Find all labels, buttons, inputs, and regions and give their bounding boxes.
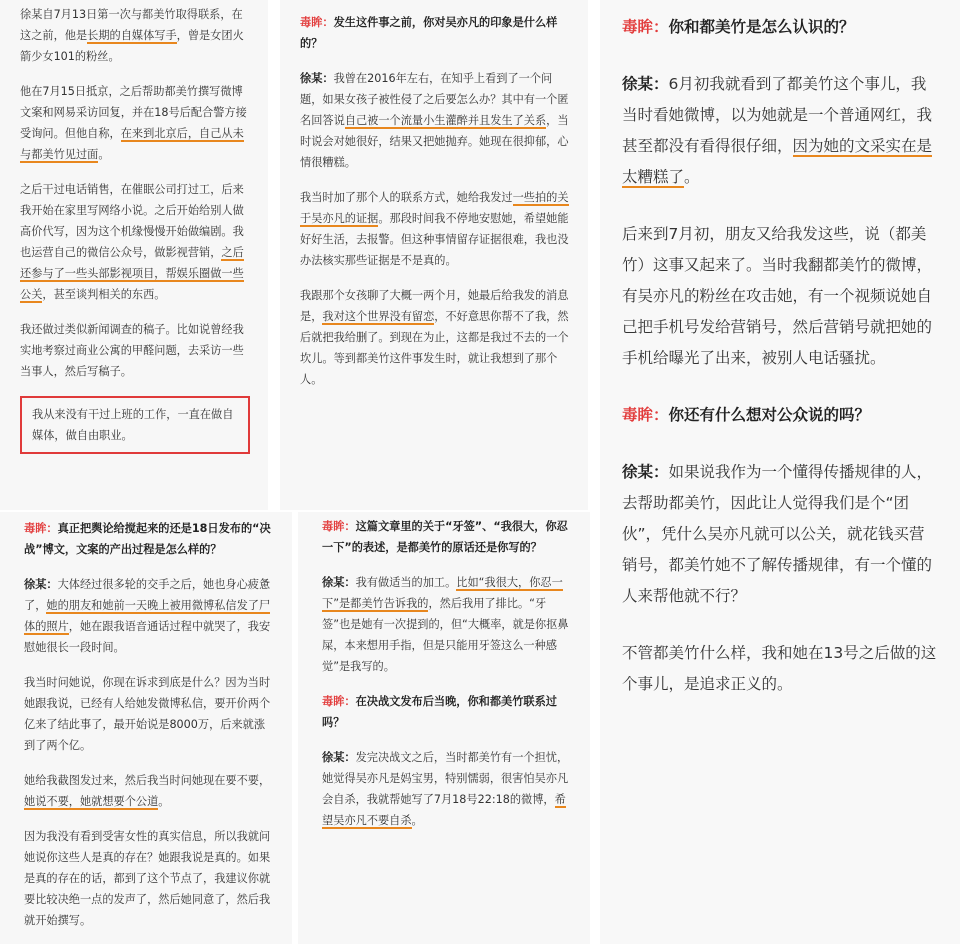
- answer-offer: 我当时问她说，你现在诉求到底是什么？因为当时她跟我说，已经有人给她发微博私信，要开价两个亿来了结此事了，最开始说是8000万，后来就涨到了两个亿。: [24, 676, 271, 752]
- answer-july: 后来到7月初，朋友又给我发这些，说（都美竹）这事又起来了。当时我翻都美竹的微博，有吴亦凡的粉丝在攻击她，有一个视频说她自己把手机号发给营销号，然后营销号就把她的手机给曝光了出来，被别人电话骚扰。: [622, 225, 933, 367]
- answer-justice-closing: 不管都美竹什么样，我和她在13号之后做的这个事儿，是追求正义的。: [622, 644, 937, 693]
- speaker-label: 徐某：: [622, 75, 669, 93]
- highlight-bad-writing: 因为她的文采实在是太糟糕了: [622, 137, 933, 186]
- highlight-pr-work: 之后还参与了一些头部影视项目，帮娱乐圈做一些公关: [20, 246, 244, 301]
- question-impression: 毒眸：发生这件事之前，你对吴亦凡的印象是什么样的？: [300, 16, 558, 50]
- answer-last-message: 我跟那个女孩聊了大概一两个月，她最后给我发的消息是，我对这个世界没有留恋，不好意思你帮不了我，然后就把我给删了。到现在为止，这都是我过不去的一个坎儿。等到都美竹这件事发生时，就让我想到了那个人。: [300, 289, 569, 386]
- panel-e-acquaintance: [600, 0, 960, 944]
- panel-c-battle-post: [0, 512, 292, 944]
- question-battle-post: 毒眸：真正把舆论给搅起来的还是18日发布的“决战”博文，文案的产出过程是怎么样的？: [24, 522, 271, 556]
- question-label: 毒眸：: [300, 16, 334, 29]
- answer-evidence: 我当时加了那个人的联系方式，她给我发过一些拍的关于吴亦凡的证据。那段时间我不停地安慰她，希望她能好好生活，去报警。但这种事情留存证据很难，我也没办法核实那些证据是不是真的。: [300, 191, 569, 267]
- answer-wording: 徐某：我有做适当的加工。比如“我很大，你忍一下”是都美竹告诉我的，然后我用了排比。“牙签”也是她有一次提到的，但“大概率，就是你抠鼻屎，本来想用手指，但是只能用牙签这么一种感觉”是我写的。: [322, 576, 569, 673]
- answer-contact: 徐某：发完决战文之后，当时都美竹有一个担忧，她觉得吴亦凡是妈宝男，特别懦弱，很害怕吴亦凡会自杀，我就帮她写了7月18号22:18的微博，希望吴亦凡不要自杀。: [322, 751, 569, 827]
- answer-first-saw: 徐某：6月初我就看到了都美竹这个事儿，我当时看她微博，以为她就是一个普通网红，我甚至都没有看得很仔细，因为她的文采实在是太糟糕了。: [622, 75, 933, 186]
- question-to-public: 毒眸：你还有什么想对公众说的吗？: [622, 406, 871, 424]
- highlight-quote: 比如“我很大，你忍一下”是都美竹告诉我的: [322, 576, 563, 610]
- highlight-never-met: 在来到北京后，自己从未与都美竹见过面: [20, 127, 244, 161]
- panel-b-impression: [280, 0, 588, 510]
- paragraph-arrival: 他在7月15日抵京，之后帮助都美竹撰写微博文案和网易采访回复，并在18号后配合警方接受询问。但他自称，在来到北京后，自己从未与都美竹见过面。: [20, 85, 247, 161]
- speaker-label: 徐某：: [622, 463, 669, 481]
- highlight-no-suicide: 希望吴亦凡不要自杀: [322, 793, 566, 827]
- question-wording: 毒眸：这篇文章里的关于“牙签”、“我很大，你忍一下”的表述，是都美竹的原话还是你写的？: [322, 520, 568, 554]
- speaker-label: 徐某：: [300, 72, 334, 85]
- question-label: 毒眸：: [322, 520, 356, 533]
- highlight-writer: 长期的自媒体写手: [87, 29, 177, 42]
- question-label: 毒眸：: [322, 695, 356, 708]
- highlight-justice: 她说不要，她就想要个公道: [24, 795, 159, 808]
- highlight-evidence: 一些拍的关于吴亦凡的证据: [300, 191, 569, 225]
- panel-d-wording: [298, 512, 590, 944]
- question-acquaintance: 毒眸：你和都美竹是怎么认识的？: [622, 18, 855, 36]
- answer-public: 徐某：如果说我作为一个懂得传播规律的人，去帮助都美竹，因此让人觉得我们是个“团伙”，凭什么吴亦凡就可以公关，就花钱买营销号，都美竹她不了解传播规律，有一个懂的人来帮他就不行？: [622, 463, 933, 605]
- highlight-no-attachment: 我对这个世界没有留恋: [322, 310, 435, 323]
- highlight-photos: 她的朋友和她前一天晚上被用微博私信发了尸体的照片: [24, 599, 271, 633]
- paragraph-career: 之后干过电话销售，在催眠公司打过工，后来我开始在家里写网络小说。之后开始给别人做高价代写，因为这个机缘慢慢开始做编剧。我也运营自己的微信公众号，做影视营销，之后还参与了一些头部影视项目，帮娱乐圈做一些公关，甚至谈判相关的东西。: [20, 183, 244, 301]
- answer-justice: 她给我截图发过来，然后我当时问她现在要不要，她说不要，她就想要个公道。: [24, 774, 271, 808]
- paragraph-news: 我还做过类似新闻调查的稿子。比如说曾经我实地考察过商业公寓的甲醛问题，去采访一些当事人，然后写稿子。: [20, 323, 244, 378]
- answer-zhihu: 徐某：我曾在2016年左右，在知乎上看到了一个问题，如果女孩子被性侵了之后要怎么办？其中有一个匿名回答说自己被一个流量小生灌醉并且发生了关系，当时说会对她很好，结果又把她抛弃。她现在很抑郁，心情很糟糕。: [300, 72, 569, 169]
- paragraph-intro: 徐某自7月13日第一次与都美竹取得联系，在这之前，他是长期的自媒体写手，曾是女团火箭少女101的粉丝。: [20, 8, 244, 63]
- highlight-drunk: 自己被一个流量小生灌醉并且发生了关系: [344, 114, 547, 127]
- speaker-label: 徐某：: [322, 751, 356, 764]
- question-label: 毒眸：: [622, 406, 669, 424]
- boxed-freelance-note: 我从来没有干过上班的工作，一直在做自媒体，做自由职业。: [20, 396, 250, 454]
- answer-writing: 因为我没有看到受害女性的真实信息，所以我就问她说你这些人是真的存在？她跟我说是真的。如果是真的存在的话，都到了这个节点了，我建议你就要比较决绝一点的发声了，然后她同意了，然后我就开始撰写。: [24, 830, 271, 927]
- question-label: 毒眸：: [24, 522, 58, 535]
- speaker-label: 徐某：: [322, 576, 356, 589]
- question-label: 毒眸：: [622, 18, 669, 36]
- question-contact: 毒眸：在决战文发布后当晚，你和都美竹联系过吗？: [322, 695, 557, 729]
- speaker-label: 徐某：: [24, 578, 58, 591]
- panel-a-background-text: [0, 0, 268, 510]
- answer-photos: 徐某：大体经过很多轮的交手之后，她也身心疲惫了，她的朋友和她前一天晚上被用微博私信发了尸体的照片，她在跟我语音通话过程中就哭了，我安慰她很长一段时间。: [24, 578, 271, 654]
